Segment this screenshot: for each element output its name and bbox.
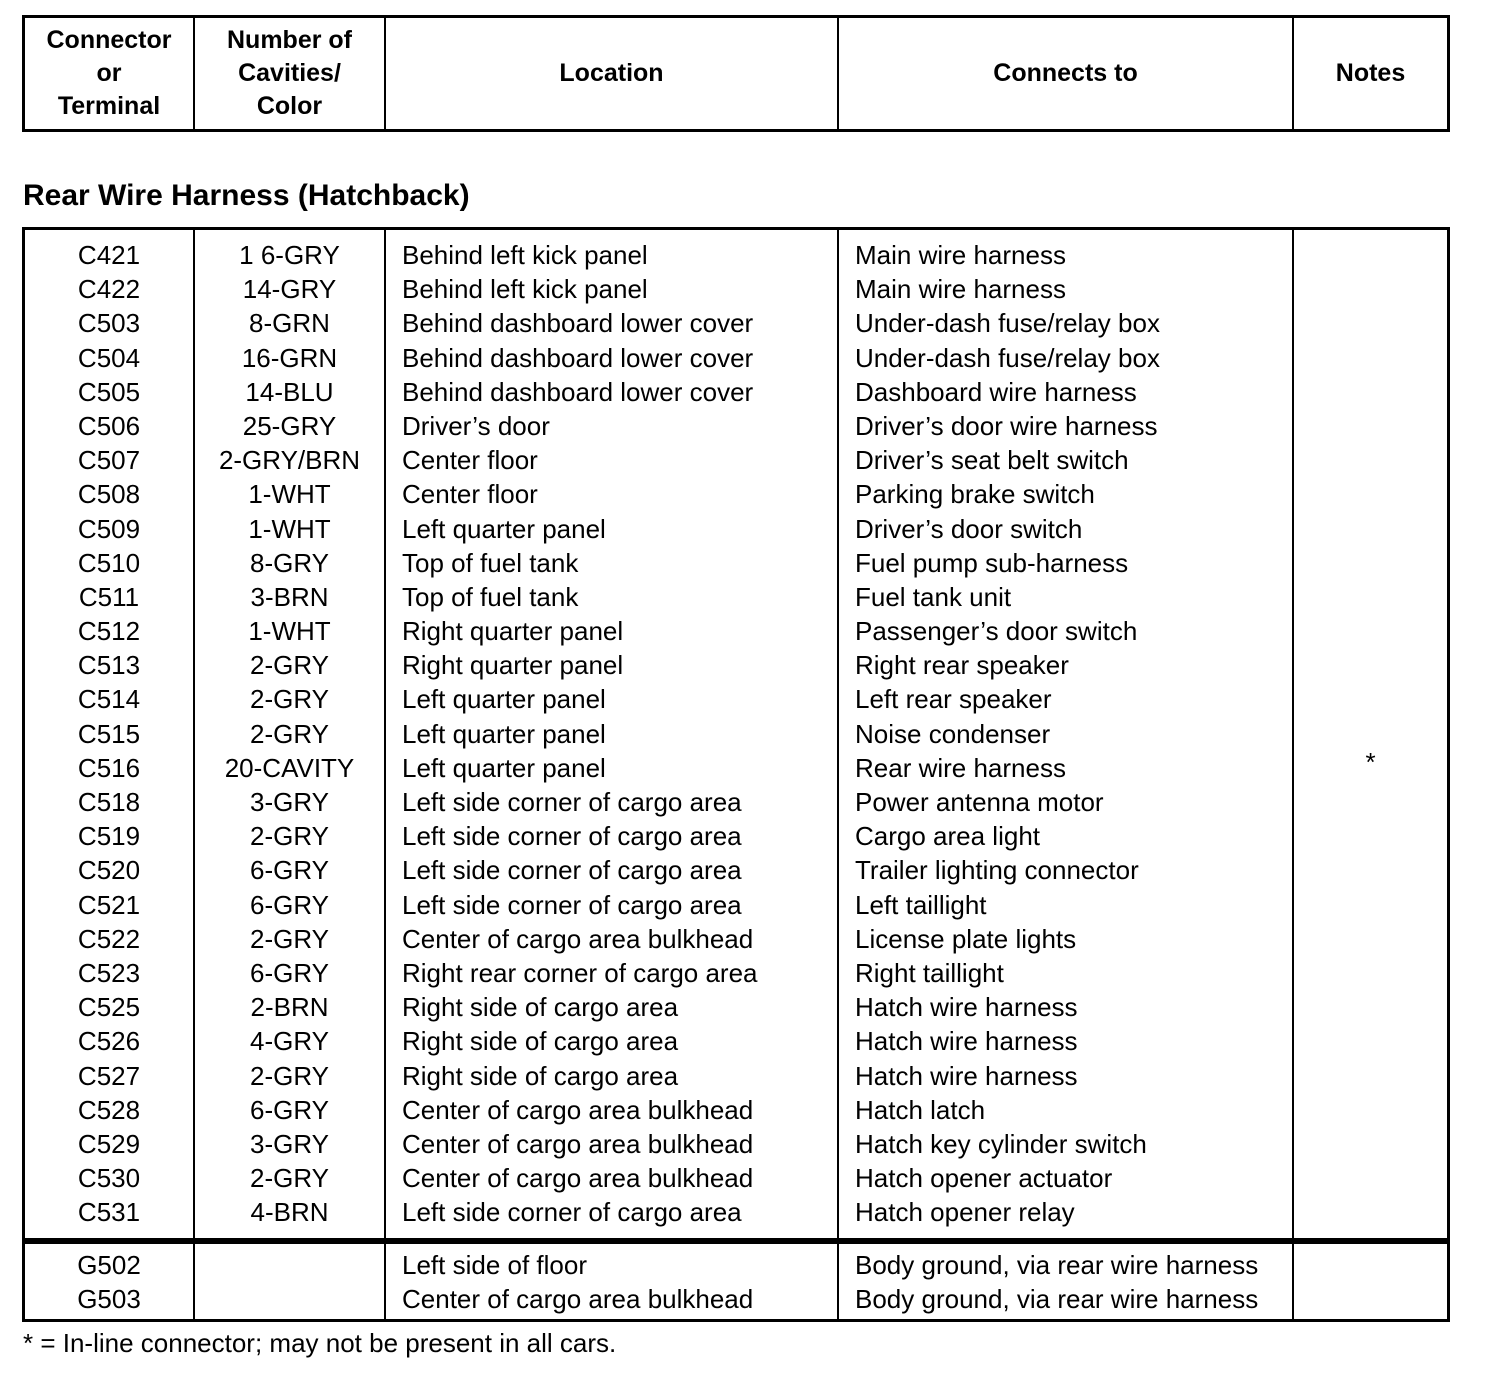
connector-cavities: 6-GRY [250, 855, 329, 886]
connector-id: C521 [77, 889, 141, 920]
connector-connects-to: Trailer lighting connector [855, 855, 1139, 886]
connector-location: Left side corner of cargo area [402, 821, 742, 852]
connector-cavities: 2-GRY/BRN [218, 445, 361, 476]
connector-connects-to: Right rear speaker [855, 650, 1069, 681]
ground-notes-column [1294, 1244, 1447, 1319]
connector-cavities: 20-CAVITY [224, 752, 355, 783]
connector-id: C531 [77, 1197, 141, 1228]
connector-location: Behind dashboard lower cover [402, 308, 754, 339]
connector-location: Right side of cargo area [402, 1060, 679, 1091]
ground-connects-to: Body ground, via rear wire harness [855, 1284, 1259, 1315]
connector-cavities: 2-GRY [250, 821, 329, 852]
connector-id: C506 [77, 410, 141, 441]
connector-connects-to: Parking brake switch [855, 479, 1095, 510]
connector-id: C523 [77, 957, 141, 988]
notes-asterisk: * [1365, 747, 1376, 777]
connector-id: C512 [77, 616, 141, 647]
connector-id: C507 [77, 445, 141, 476]
connector-connects-to: Left taillight [855, 889, 987, 920]
connector-id: C530 [77, 1163, 141, 1194]
ground-cavities [195, 1282, 384, 1316]
connector-connects-to: Left rear speaker [855, 684, 1052, 715]
connector-id: C504 [77, 342, 141, 373]
connector-location: Left side corner of cargo area [402, 855, 742, 886]
connector-location: Right quarter panel [402, 616, 624, 647]
connector-location: Left quarter panel [402, 513, 606, 544]
notes-column [1294, 230, 1447, 1238]
ground-table [22, 1241, 1450, 1322]
connector-location: Behind left kick panel [402, 240, 648, 270]
connector-cavities: 2-GRY [250, 650, 329, 681]
connector-connects-to: Fuel tank unit [855, 581, 1012, 612]
ground-cavities-column [195, 1244, 386, 1319]
ground-id: G502 [77, 1250, 141, 1280]
connector-id: C505 [77, 376, 141, 407]
connector-id: C509 [77, 513, 141, 544]
connector-connects-to: Driver’s door wire harness [855, 410, 1158, 441]
connector-cavities: 6-GRY [250, 1094, 329, 1125]
connector-connects-to: Hatch wire harness [855, 1026, 1078, 1057]
connector-connects-to: Hatch wire harness [855, 1060, 1078, 1091]
ground-location: Center of cargo area bulkhead [402, 1284, 754, 1315]
header-connects-to: Connects to [839, 18, 1294, 129]
connector-id: C520 [77, 855, 141, 886]
connector-location: Left quarter panel [402, 718, 606, 749]
connector-location: Right quarter panel [402, 650, 624, 681]
connector-id: C526 [77, 1026, 141, 1057]
connector-cavities: 6-GRY [250, 889, 329, 920]
connector-cavities: 16-GRN [241, 342, 338, 373]
connector-cavities: 1-WHT [248, 616, 331, 647]
connector-id: C516 [77, 752, 141, 783]
connector-cavities: 2-GRY [250, 718, 329, 749]
connector-id: C511 [78, 581, 140, 612]
ground-cavities [195, 1248, 384, 1282]
connector-connects-to: License plate lights [855, 923, 1077, 954]
connector-connects-to: Driver’s door switch [855, 513, 1083, 544]
connector-location: Center of cargo area bulkhead [402, 923, 754, 954]
connector-cavities: 8-GRN [249, 308, 330, 339]
connector-cavities: 3-GRY [250, 787, 329, 817]
location-column [386, 230, 839, 1238]
connector-location: Right side of cargo area [402, 1026, 679, 1057]
connector-connects-to: Main wire harness [855, 240, 1066, 270]
connector-cavities: 2-GRY [250, 1163, 329, 1194]
connector-id: C513 [77, 650, 141, 681]
ground-location-column [386, 1244, 839, 1319]
connector-location: Left quarter panel [402, 684, 606, 715]
connector-connects-to: Under-dash fuse/relay box [855, 342, 1160, 373]
connector-location: Right rear corner of cargo area [402, 957, 758, 988]
connector-cavities: 3-BRN [250, 581, 329, 612]
connector-column [25, 230, 195, 1238]
connector-location: Behind dashboard lower cover [402, 376, 754, 407]
connector-connects-to: Hatch key cylinder switch [855, 1128, 1147, 1159]
connector-id: C510 [77, 547, 141, 578]
connector-cavities: 2-BRN [250, 992, 329, 1023]
ground-location: Left side of floor [402, 1250, 587, 1280]
connector-location: Left side corner of cargo area [402, 787, 742, 817]
ground-connects-to: Body ground, via rear wire harness [855, 1250, 1259, 1280]
connector-location: Top of fuel tank [402, 547, 579, 578]
ground-connects-to-column [839, 1244, 1294, 1319]
connector-id: C514 [77, 684, 141, 715]
header-location: Location [386, 18, 839, 129]
connector-cavities: 2-GRY [250, 1060, 329, 1091]
cavities-column [195, 230, 386, 1238]
connector-connects-to: Under-dash fuse/relay box [855, 308, 1160, 339]
connector-cavities: 1-WHT [248, 513, 331, 544]
connector-id: C422 [77, 274, 141, 305]
ground-connector-column [25, 1244, 195, 1319]
connector-id: C525 [77, 992, 141, 1023]
connector-location: Left side corner of cargo area [402, 889, 742, 920]
connector-cavities: 3-GRY [250, 1128, 329, 1159]
header-connector: Connector or Terminal [25, 18, 195, 129]
connector-connects-to: Hatch opener relay [855, 1197, 1075, 1228]
connector-id: C515 [77, 718, 141, 749]
connector-connects-to: Main wire harness [855, 274, 1066, 305]
ground-id: G503 [77, 1284, 141, 1315]
connector-connects-to: Noise condenser [855, 718, 1051, 749]
connector-connects-to: Right taillight [855, 957, 1004, 988]
connector-cavities: 8-GRY [250, 547, 329, 578]
connector-connects-to: Fuel pump sub-harness [855, 547, 1129, 578]
connects-to-column [839, 230, 1294, 1238]
connector-id: C522 [77, 923, 141, 954]
connector-id: C421 [77, 240, 141, 270]
connector-id: C529 [77, 1128, 141, 1159]
connector-connects-to: Hatch latch [855, 1094, 986, 1125]
connector-connects-to: Hatch opener actuator [855, 1163, 1113, 1194]
connector-connects-to: Hatch wire harness [855, 992, 1078, 1023]
connector-id: C519 [77, 821, 141, 852]
connector-cavities: 2-GRY [250, 684, 329, 715]
connector-cavities: 1-WHT [248, 479, 331, 510]
section-title: Rear Wire Harness (Hatchback) [23, 179, 470, 212]
connector-connects-to: Passenger’s door switch [855, 616, 1138, 647]
connector-location: Behind left kick panel [402, 274, 648, 305]
connector-location: Left quarter panel [402, 752, 606, 783]
connector-location: Center of cargo area bulkhead [402, 1128, 754, 1159]
column-header-row [22, 15, 1450, 132]
connector-cavities: 25-GRY [242, 410, 337, 441]
connector-id: C527 [77, 1060, 141, 1091]
connector-cavities: 1 6-GRY [239, 240, 340, 270]
connector-connects-to: Power antenna motor [855, 787, 1104, 817]
connector-cavities: 4-BRN [250, 1197, 329, 1228]
connector-cavities: 14-BLU [245, 376, 334, 407]
connector-location: Behind dashboard lower cover [402, 342, 754, 373]
connector-id: C503 [77, 308, 141, 339]
connector-table [22, 227, 1450, 1241]
connector-location: Left side corner of cargo area [402, 1197, 742, 1228]
connector-location: Center of cargo area bulkhead [402, 1163, 754, 1194]
connector-id: C528 [77, 1094, 141, 1125]
connector-location: Center floor [402, 445, 538, 476]
connector-connects-to: Rear wire harness [855, 752, 1066, 783]
header-notes: Notes [1335, 59, 1406, 87]
connector-location: Driver’s door [402, 410, 550, 441]
connector-location: Center of cargo area bulkhead [402, 1094, 754, 1125]
connector-connects-to: Dashboard wire harness [855, 376, 1137, 407]
connector-connects-to: Cargo area light [855, 821, 1040, 852]
connector-cavities: 2-GRY [250, 923, 329, 954]
connector-cavities: 4-GRY [250, 1026, 329, 1057]
connector-location: Top of fuel tank [402, 581, 579, 612]
connector-cavities: 14-GRY [242, 274, 337, 305]
connector-id: C508 [77, 479, 141, 510]
connector-id: C518 [77, 787, 141, 817]
connector-cavities: 6-GRY [250, 957, 329, 988]
connector-location: Center floor [402, 479, 538, 510]
footnote: * = In-line connector; may not be present in all cars. [23, 1328, 617, 1358]
connector-connects-to: Driver’s seat belt switch [855, 445, 1129, 476]
connector-location: Right side of cargo area [402, 992, 679, 1023]
header-cavities: Number of Cavities/ Color [195, 18, 386, 129]
